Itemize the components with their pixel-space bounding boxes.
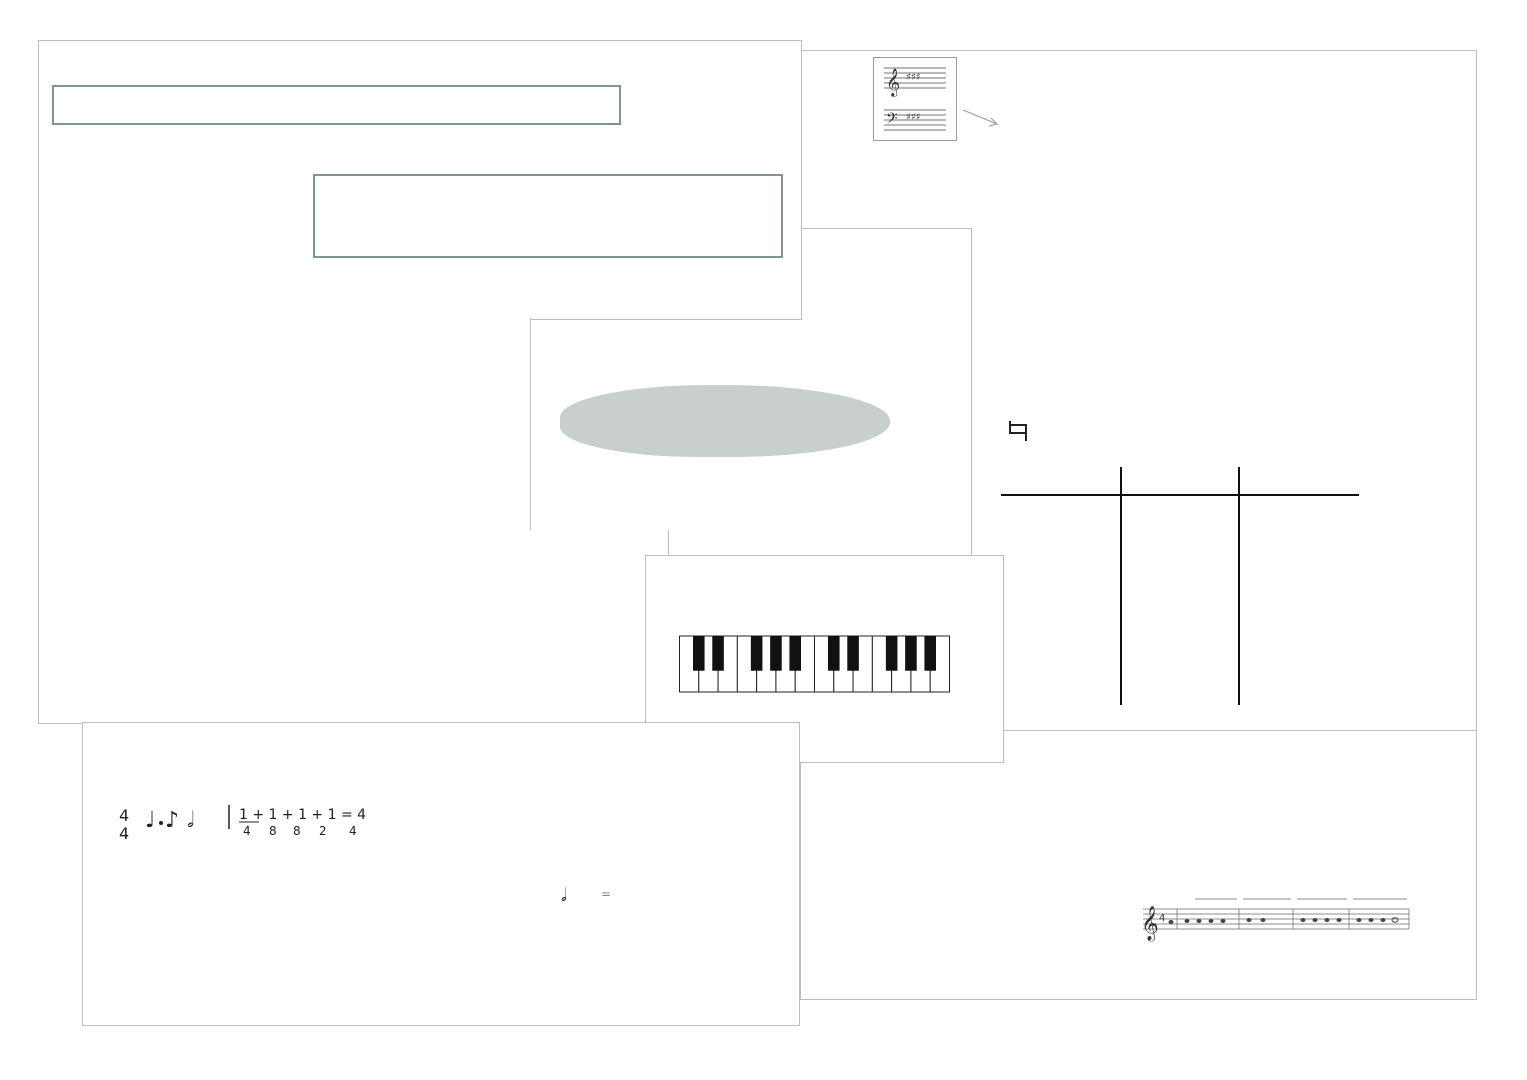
svg-text:𝅗𝅥: 𝅗𝅥 bbox=[187, 808, 194, 833]
svg-text:4: 4 bbox=[1159, 913, 1166, 924]
black-key bbox=[886, 636, 898, 671]
triole-group-icon bbox=[619, 879, 671, 905]
black-key bbox=[924, 636, 936, 671]
svg-text:2: 2 bbox=[319, 824, 327, 838]
svg-text:4: 4 bbox=[119, 824, 130, 843]
black-key bbox=[751, 636, 763, 671]
punktierung-example bbox=[113, 801, 383, 845]
staff-svg bbox=[1137, 893, 1413, 949]
piano-keyboard bbox=[679, 608, 949, 728]
taktarten-card bbox=[800, 730, 1477, 1000]
triole-source-note-icon: 𝅗𝅥 bbox=[561, 885, 567, 906]
svg-text:1 + 1 + 1 + 1 = 4: 1 + 1 + 1 + 1 = 4 bbox=[239, 807, 367, 823]
equals-sign: = bbox=[601, 887, 612, 901]
keyboard-svg bbox=[679, 608, 951, 728]
svg-text:♪: ♪ bbox=[165, 808, 180, 833]
definition-box bbox=[52, 85, 621, 125]
svg-text:4: 4 bbox=[349, 824, 357, 838]
black-key bbox=[712, 636, 724, 671]
svg-text:𝄞: 𝄞 bbox=[886, 68, 901, 96]
black-key bbox=[847, 636, 859, 671]
table-divider-2 bbox=[1238, 467, 1240, 705]
intervalle-text-card bbox=[38, 530, 669, 724]
natural-sign-icon bbox=[1006, 419, 1030, 443]
svg-text:𝄢: 𝄢 bbox=[886, 110, 898, 131]
svg-text:8: 8 bbox=[269, 824, 277, 838]
staff-example bbox=[1137, 881, 1413, 953]
svg-text:4: 4 bbox=[243, 824, 251, 838]
svg-text:♯♯♯: ♯♯♯ bbox=[906, 112, 921, 123]
svg-text:8: 8 bbox=[293, 824, 301, 838]
intervalle-top-card bbox=[38, 40, 802, 320]
grund-note-box bbox=[313, 174, 783, 258]
svg-text:4: 4 bbox=[119, 806, 130, 825]
key-signature-image bbox=[874, 58, 956, 140]
svg-text:♯♯♯: ♯♯♯ bbox=[906, 72, 921, 83]
black-key bbox=[770, 636, 782, 671]
black-key bbox=[905, 636, 917, 671]
svg-text:♩: ♩ bbox=[145, 808, 156, 833]
black-key bbox=[693, 636, 705, 671]
rhythmik-card bbox=[82, 722, 800, 1026]
table-header-rule bbox=[1001, 494, 1359, 496]
black-key bbox=[789, 636, 801, 671]
main-title-badge bbox=[560, 385, 890, 457]
arrow-icon bbox=[961, 106, 1001, 136]
table-divider-1 bbox=[1120, 467, 1122, 705]
black-key bbox=[828, 636, 840, 671]
key-signature-thumbnail bbox=[873, 57, 957, 141]
svg-text:𝄞: 𝄞 bbox=[1141, 906, 1159, 941]
triole-svg bbox=[619, 879, 671, 905]
